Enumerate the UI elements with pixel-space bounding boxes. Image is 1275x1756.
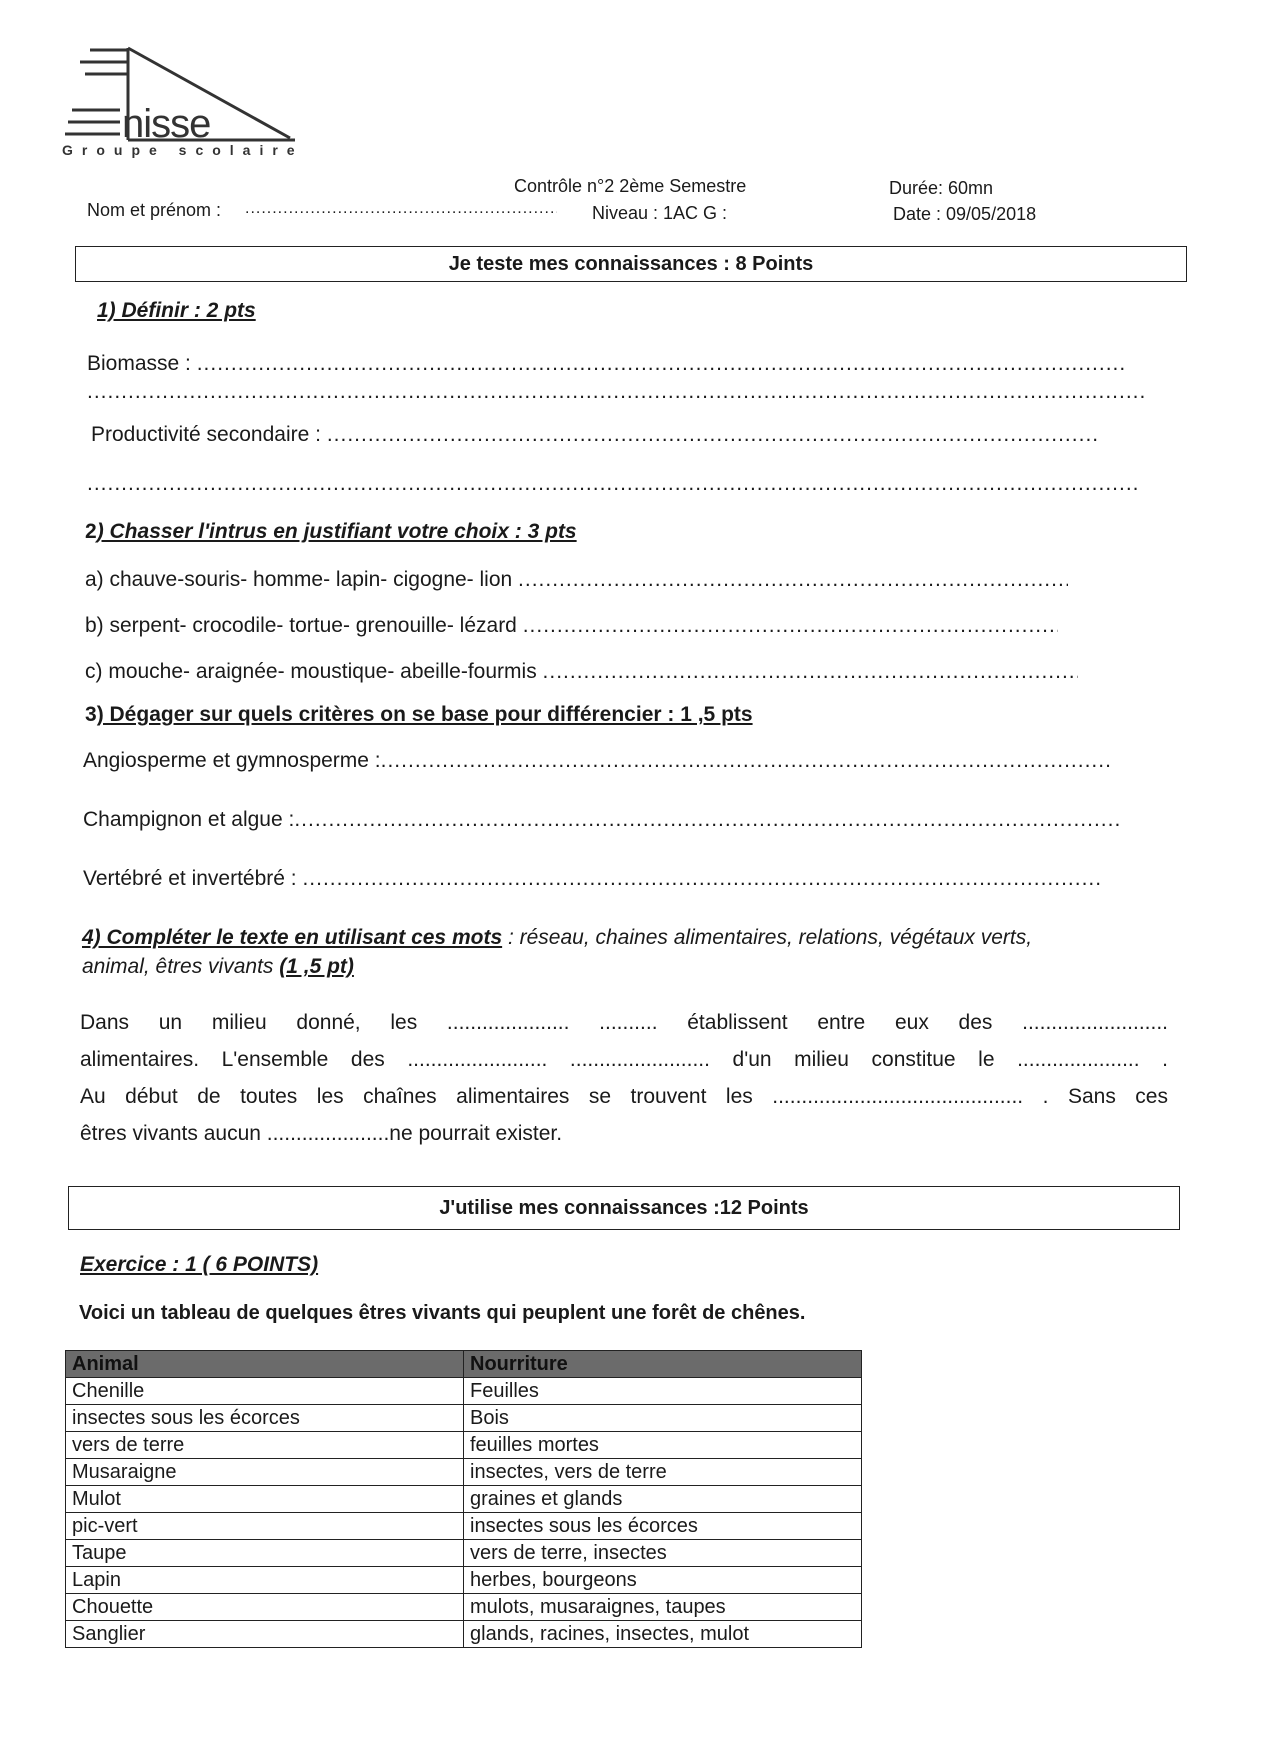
table-row [66,1594,862,1621]
q3-title-num: 3 [85,703,97,726]
q4-text-line: Au début de toutes les chaînes alimentaires se trouvent les ........................................... . Sans ces [80,1085,1168,1108]
header-controle: Contrôle n°2 2ème Semestre [514,176,747,196]
table-row [66,1567,862,1594]
table-cell: Taupe [66,1540,464,1567]
q2-item-c [85,659,1140,685]
q1-biomasse [87,351,1159,377]
answer-line [87,471,1137,497]
q2-item-c-label: c) mouche- araignée- moustique- abeille-fourmis [85,660,537,683]
table-cell: Bois [464,1405,862,1432]
table-header-cell: Animal [66,1351,464,1378]
header-date: Date : 09/05/2018 [893,204,1037,224]
header-nom-dots [245,200,557,218]
header-niveau: Niveau : 1AC G : [592,203,728,223]
table-row [66,1459,862,1486]
table-row [66,1432,862,1459]
q4-title-text: 4) Compléter le texte en utilisant ces mots [82,926,503,949]
table-cell: insectes sous les écorces [66,1405,464,1432]
q2-title [85,520,577,544]
part2-title: J'utilise mes connaissances :12 Points [439,1197,809,1219]
table-row [66,1486,862,1513]
part2-title-box [68,1186,1180,1230]
table-cell: glands, racines, insectes, mulot [464,1621,862,1648]
table-cell: mulots, musaraignes, taupes [464,1594,862,1621]
table-header-cell: Nourriture [464,1351,862,1378]
answer-line [294,807,1119,833]
header-duree: Durée: 60mn [889,178,994,198]
table-cell: Mulot [66,1486,464,1513]
q3-title [85,703,753,727]
header-nom-label: Nom et prénom : [87,200,222,220]
table-cell: herbes, bourgeons [464,1567,862,1594]
table-cell: vers de terre [66,1432,464,1459]
school-logo [60,40,310,165]
q2-item-b-label: b) serpent- crocodile- tortue- grenouille- lézard [85,614,517,637]
q4-words-2: animal, êtres vivants [82,955,280,978]
q2-title-text: ) Chasser l'intrus en justifiant votre choix : 3 pts [96,520,577,543]
table-cell: graines et glands [464,1486,862,1513]
q4-points: (1 ,5 pt) [279,955,354,978]
q3-item-1-label: Angiosperme et gymnosperme : [83,749,381,772]
answer-line [197,351,1127,377]
answer-line [381,748,1113,774]
q3-item-3-label: Vertébré et invertébré : [83,867,297,890]
q4-words: : réseau, chaines alimentaires, relations, végétaux verts, [502,926,1033,949]
q1-biomasse-label: Biomasse : [87,352,191,375]
q3-item-2-label: Champignon et algue : [83,808,295,831]
q2-item-a-label: a) chauve-souris- homme- lapin- cigogne- lion [85,568,513,591]
table-row [66,1513,862,1540]
answer-line [518,567,1068,593]
exercise-intro: Voici un tableau de quelques êtres vivants qui peuplent une forêt de chênes. [79,1302,806,1324]
q3-item-3 [83,866,1148,892]
logo-subtitle: Groupe scolaire [62,142,304,158]
q2-item-a [85,567,1135,593]
part1-title-box [75,246,1187,282]
table-cell: Chouette [66,1594,464,1621]
answer-line [523,613,1058,639]
q2-item-b [85,613,1135,639]
q3-item-1 [83,748,1148,774]
q1-productivite-label: Productivité secondaire : [91,423,321,446]
table-cell: vers de terre, insectes [464,1540,862,1567]
answer-line [543,659,1078,685]
table-row [66,1405,862,1432]
part1-title: Je teste mes connaissances : 8 Points [448,253,814,275]
q4-text [80,1004,1168,1152]
q1-productivite [91,422,1141,448]
q4-text-line: êtres vivants aucun .....................ne pourrait exister. [80,1122,563,1145]
table-cell: Chenille [66,1378,464,1405]
q2-title-num: 2 [85,520,97,543]
table-cell: Musaraigne [66,1459,464,1486]
table-cell: insectes, vers de terre [464,1459,862,1486]
q4-text-line: alimentaires. L'ensemble des ........................ ........................ d'un milieu constitue le ..................... . [80,1048,1168,1071]
table-cell: pic-vert [66,1513,464,1540]
table-cell: Feuilles [464,1378,862,1405]
q4-title [82,923,1172,981]
q3-item-2 [83,807,1148,833]
table-cell: Lapin [66,1567,464,1594]
answer-line [87,379,1145,405]
food-table [65,1350,862,1648]
table-row [66,1621,862,1648]
table-cell: feuilles mortes [464,1432,862,1459]
table-header-row [66,1351,862,1378]
q4-text-line: Dans un milieu donné, les ..................... .......... établissent entre eux des ......................... [80,1011,1168,1034]
table-cell: Sanglier [66,1621,464,1648]
table-row [66,1540,862,1567]
table-row [66,1378,862,1405]
answer-line [327,422,1097,448]
table-cell: insectes sous les écorces [464,1513,862,1540]
q3-title-text: ) Dégager sur quels critères on se base pour différencier : 1 ,5 pts [96,703,753,726]
logo-name: nisse [122,102,211,146]
q1-title: 1) Définir : 2 pts [97,299,256,322]
exercise-title: Exercice : 1 ( 6 POINTS) [80,1253,319,1276]
answer-line [302,866,1102,892]
